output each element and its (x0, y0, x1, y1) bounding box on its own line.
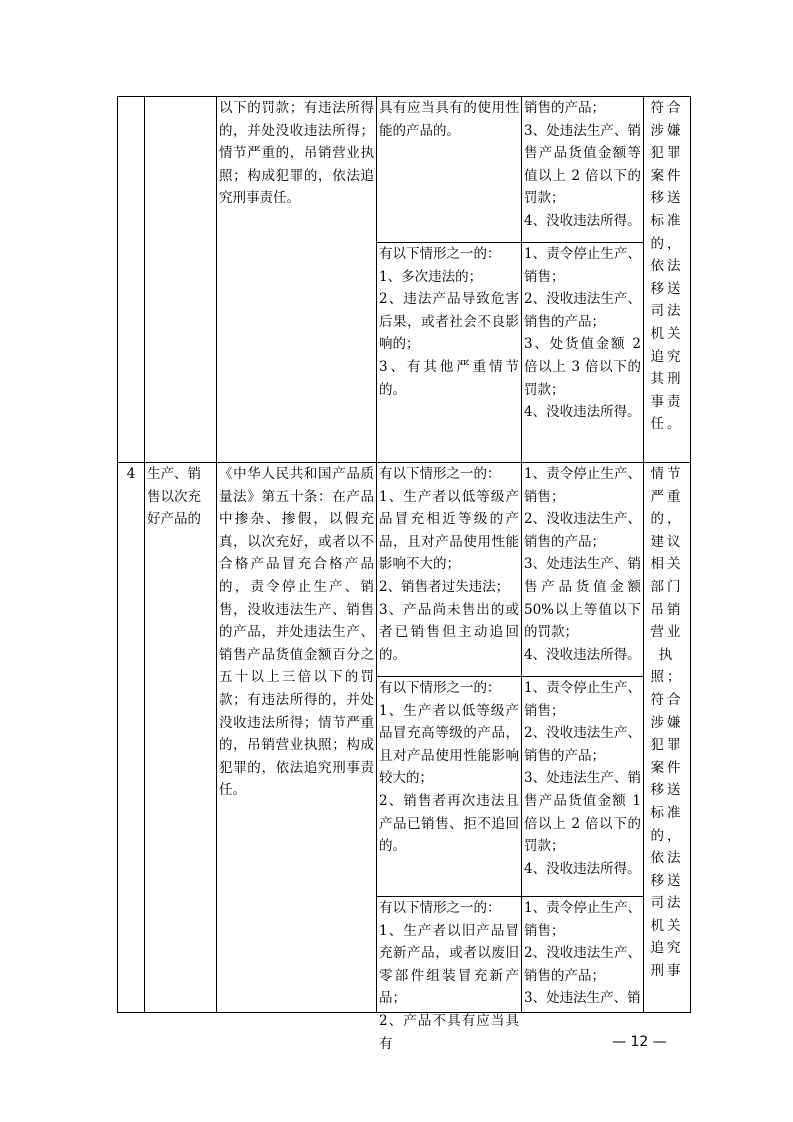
violation-cell (145, 97, 217, 463)
page-number: — 12 — (612, 1034, 667, 1050)
situation-cell: 具有应当具有的使用性能的产品的。 (377, 97, 522, 243)
remark-text: 情节严重的，建议相关部门吊销营业执照；符合涉嫌犯罪案件移送标准的，依法移送司法机关追究刑事 (650, 466, 684, 980)
penalty-cell: 1、责令停止生产、销售； 2、没收违法生产、销售的产品； 3、处违法生产、销售产品货值金额 1 倍以上 2 倍以下的罚款； 4、没收违法所得。 (522, 677, 644, 897)
penalty-cell: 1、责令停止生产、销售； 2、没收违法生产、销售的产品； 3、处货值金额 2 倍以上 3 倍以下的罚款； 4、没收违法所得。 (522, 243, 644, 463)
law-cell: 《中华人民共和国产品质量法》第五十条：在产品中掺杂、掺假，以假充真，以次充好，或者以不合格产品冒充合格产品的，责令停止生产、销售，没收违法生产、销售的产品，并处违法生产、销售产品货值金额百分之五十以上三倍以下的罚款；有违法所得的，并处没收违法所得；情节严重的，吊销营业执照；构成犯罪的，依法追究刑事责任。 (217, 463, 377, 1013)
situation-cell: 有以下情形之一的： 1、生产者以低等级产品冒充高等级的产品，且对产品使用性能影响较大的； 2、销售者再次违法且产品已销售、拒不追回的。 (377, 677, 522, 897)
law-cell: 以下的罚款；有违法所得的，并处没收违法所得；情节严重的，吊销营业执照；构成犯罪的，依法追究刑事责任。 (217, 97, 377, 463)
seq-cell: 4 (118, 463, 145, 1013)
situation-text: 有以下情形之一的： 1、生产者以旧产品冒充新产品，或者以废旧零部件组装冒充新产品； 2、产品不具有应当具有 (379, 900, 519, 1052)
remark-cell (644, 463, 691, 1013)
seq-cell (118, 97, 145, 463)
table-row (118, 463, 691, 677)
remark-text: 符合涉嫌犯罪案件移送标准的，依法移送司法机关追究其刑事责任。 (650, 100, 684, 433)
penalty-text: 1、责令停止生产、销售； 2、没收违法生产、销售的产品； 3、处违法生产、销 (524, 900, 641, 1007)
penalty-cell: 1、责令停止生产、销售； 2、没收违法生产、销售的产品； 3、处违法生产、销售产品货值金额 50%以上等值以下的罚款； 4、没收违法所得。 (522, 463, 644, 677)
violation-cell: 生产、销售以次充好产品的 (145, 463, 217, 1013)
situation-cell (377, 897, 522, 1052)
remark-cell (644, 97, 691, 463)
table-row (118, 97, 691, 243)
penalty-cell (522, 897, 644, 1013)
situation-cell: 有以下情形之一的： 1、生产者以低等级产品冒充相近等级的产品，且对产品使用性能影响不大的； 2、销售者过失违法； 3、产品尚未售出的或者已销售但主动追回的。 (377, 463, 522, 677)
penalty-cell: 销售的产品； 3、处违法生产、销售产品货值金额等值以上 2 倍以下的罚款； 4、没收违法所得。 (522, 97, 644, 243)
situation-cell: 有以下情形之一的： 1、多次违法的； 2、违法产品导致危害后果，或者社会不良影响的； 3、有其他严重情节的。 (377, 243, 522, 463)
